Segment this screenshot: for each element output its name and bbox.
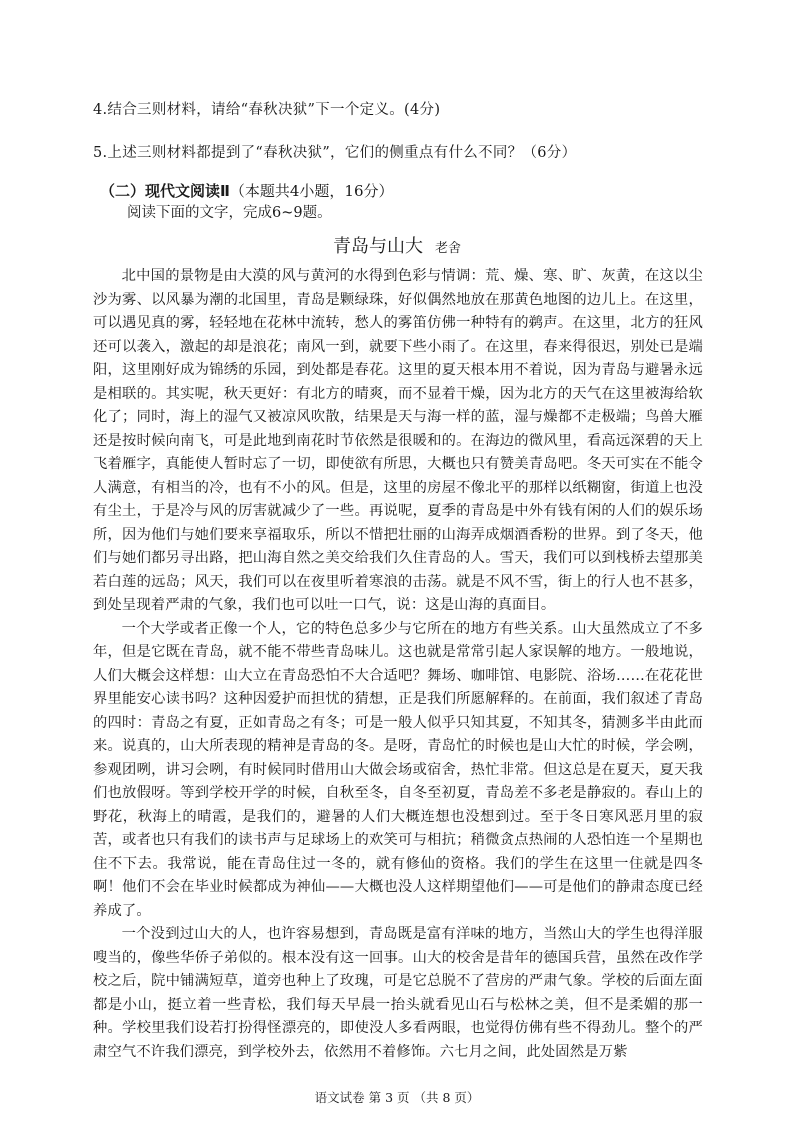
article-body bbox=[93, 265, 703, 1064]
section-heading-label: （二）现代文阅读Ⅱ bbox=[100, 182, 230, 200]
article-paragraph: 北中国的景物是由大漠的风与黄河的水得到色彩与情调：荒、燥、寒、旷、灰黄，在这以尘沙为雾、以风暴为潮的北国里，青岛是颗绿珠，好似偶然地放在那黄色地图的边儿上。在这里，可以遇见真的雾，轻轻地在花林中流转，愁人的雾笛仿佛一种特有的鹈声。在这里，北方的狂风还可以袭入，激起的却是浪花；南风一到，就要下些小雨了。在这里，春来得很迟，别处已是端阳，这里刚好成为锦绣的乐园，到处都是春花。这里的夏天根本用不着说，因为青岛与避暑永远是相联的。其实呢，秋天更好：有北方的晴爽，而不显着干燥，因为北方的天气在这里被海给软化了；同时，海上的湿气又被凉风吹散，结果是天与海一样的蓝，湿与燥都不走极端；鸟兽大雁还是按时候向南飞，可是此地到南花时节依然是很暖和的。在海边的微风里，看高远深碧的天上飞着雁字，真能使人暂时忘了一切，即使欲有所思，大概也只有赞美青岛吧。冬天可实在不能令人满意，有相当的冷，也有不小的风。但是，这里的房屋不像北平的那样以纸糊窗，街道上也没有尘土，于是冷与风的厉害就减少了一些。再说呢，夏季的青岛是中外有钱有闲的人们的娱乐场所，因为他们与她们要来享福取乐，所以不惜把壮丽的山海弄成烟酒香粉的世界。到了冬天，他们与她们都另寻出路，把山海自然之美交给我们久住青岛的人。雪天，我们可以到栈桥去望那美若白莲的远岛；风天，我们可以在夜里听着寒浪的击荡。就是不风不雪，街上的行人也不甚多，到处呈现着严肃的气象，我们也可以吐一口气，说：这是山海的真面目。 bbox=[93, 268, 703, 613]
article-author: 老舍 bbox=[434, 241, 461, 256]
article-paragraph: 一个大学或者正像一个人，它的特色总多少与它所在的地方有些关系。山大虽然成立了不多年，但是它既在青岛，就不能不带些青岛味儿。这也就是常常引起人家误解的地方。一般地说，人们大概会这样想：山大立在青岛恐怕不大合适吧？舞场、咖啡馆、电影院、浴场……在花花世界里能安心读书吗？这种因爱护而担忧的猜想，正是我们所愿解释的。在前面，我们叙述了青岛的四时：青岛之有夏，正如青岛之有冬；可是一般人似乎只知其夏，不知其冬，猜测多半由此而来。说真的，山大所表现的精神是青岛的冬。是呀，青岛忙的时候也是山大忙的时候，学会咧，参观团咧，讲习会咧，有时候同时借用山大做会场或宿舍，热忙非常。但这总是在夏天，夏天我们也放假呀。等到学校开学的时候，自秋至冬，自冬至初夏，青岛差不多老是静寂的。春山上的野花，秋海上的晴霞，是我们的，避暑的人们大概连想也没想到过。至于冬日寒风恶月里的寂苦，或者也只有我们的读书声与足球场上的欢笑可与相抗；稍微贪点热闹的人恐怕连一个星期也住不下去。我常说，能在青岛住过一冬的，就有修仙的资格。我们的学生在这里一住就是四冬啊！他们不会在毕业时候都成为神仙——大概也没人这样期望他们——可是他们的静肃态度已经养成了。 bbox=[93, 620, 703, 919]
article-title: 青岛与山大 bbox=[332, 236, 423, 257]
question-4: 4.结合三则材料，请给“春秋决狱”下一个定义。(4分) bbox=[93, 102, 441, 118]
article-paragraph: 一个没到过山大的人，也许容易想到，青岛既是富有洋味的地方，当然山大的学生也得洋服嗖当的，像些华侨子弟似的。根本没有这一回事。山大的校舍是昔年的德国兵营，虽然在改作学校之后，院中铺满短草，道旁也种上了玫瑰，可是它总脱不了营房的严肃气象。学校的后面左面都是小山，挺立着一些青松，我们每天早晨一抬头就看见山石与松林之美，但不是柔媚的那一种。学校里我们设若打扮得怪漂亮的，即使没人多看两眼，也觉得仿佛有些不得劲儿。整个的严肃空气不许我们漂亮，到学校外去，依然用不着修饰。六七月之间，此处固然是万紫 bbox=[93, 926, 703, 1060]
section-instruction: 阅读下面的文字，完成6~9题。 bbox=[127, 205, 332, 221]
section-heading bbox=[100, 180, 394, 201]
article-header bbox=[0, 232, 794, 258]
page-footer: 语文试卷 第 3 页 （共 8 页） bbox=[314, 1090, 480, 1105]
section-heading-meta: （本题共4小题，16分） bbox=[229, 182, 394, 200]
question-5: 5.上述三则材料都提到了“春秋决狱”，它们的侧重点有什么不同？（6分） bbox=[93, 145, 577, 161]
